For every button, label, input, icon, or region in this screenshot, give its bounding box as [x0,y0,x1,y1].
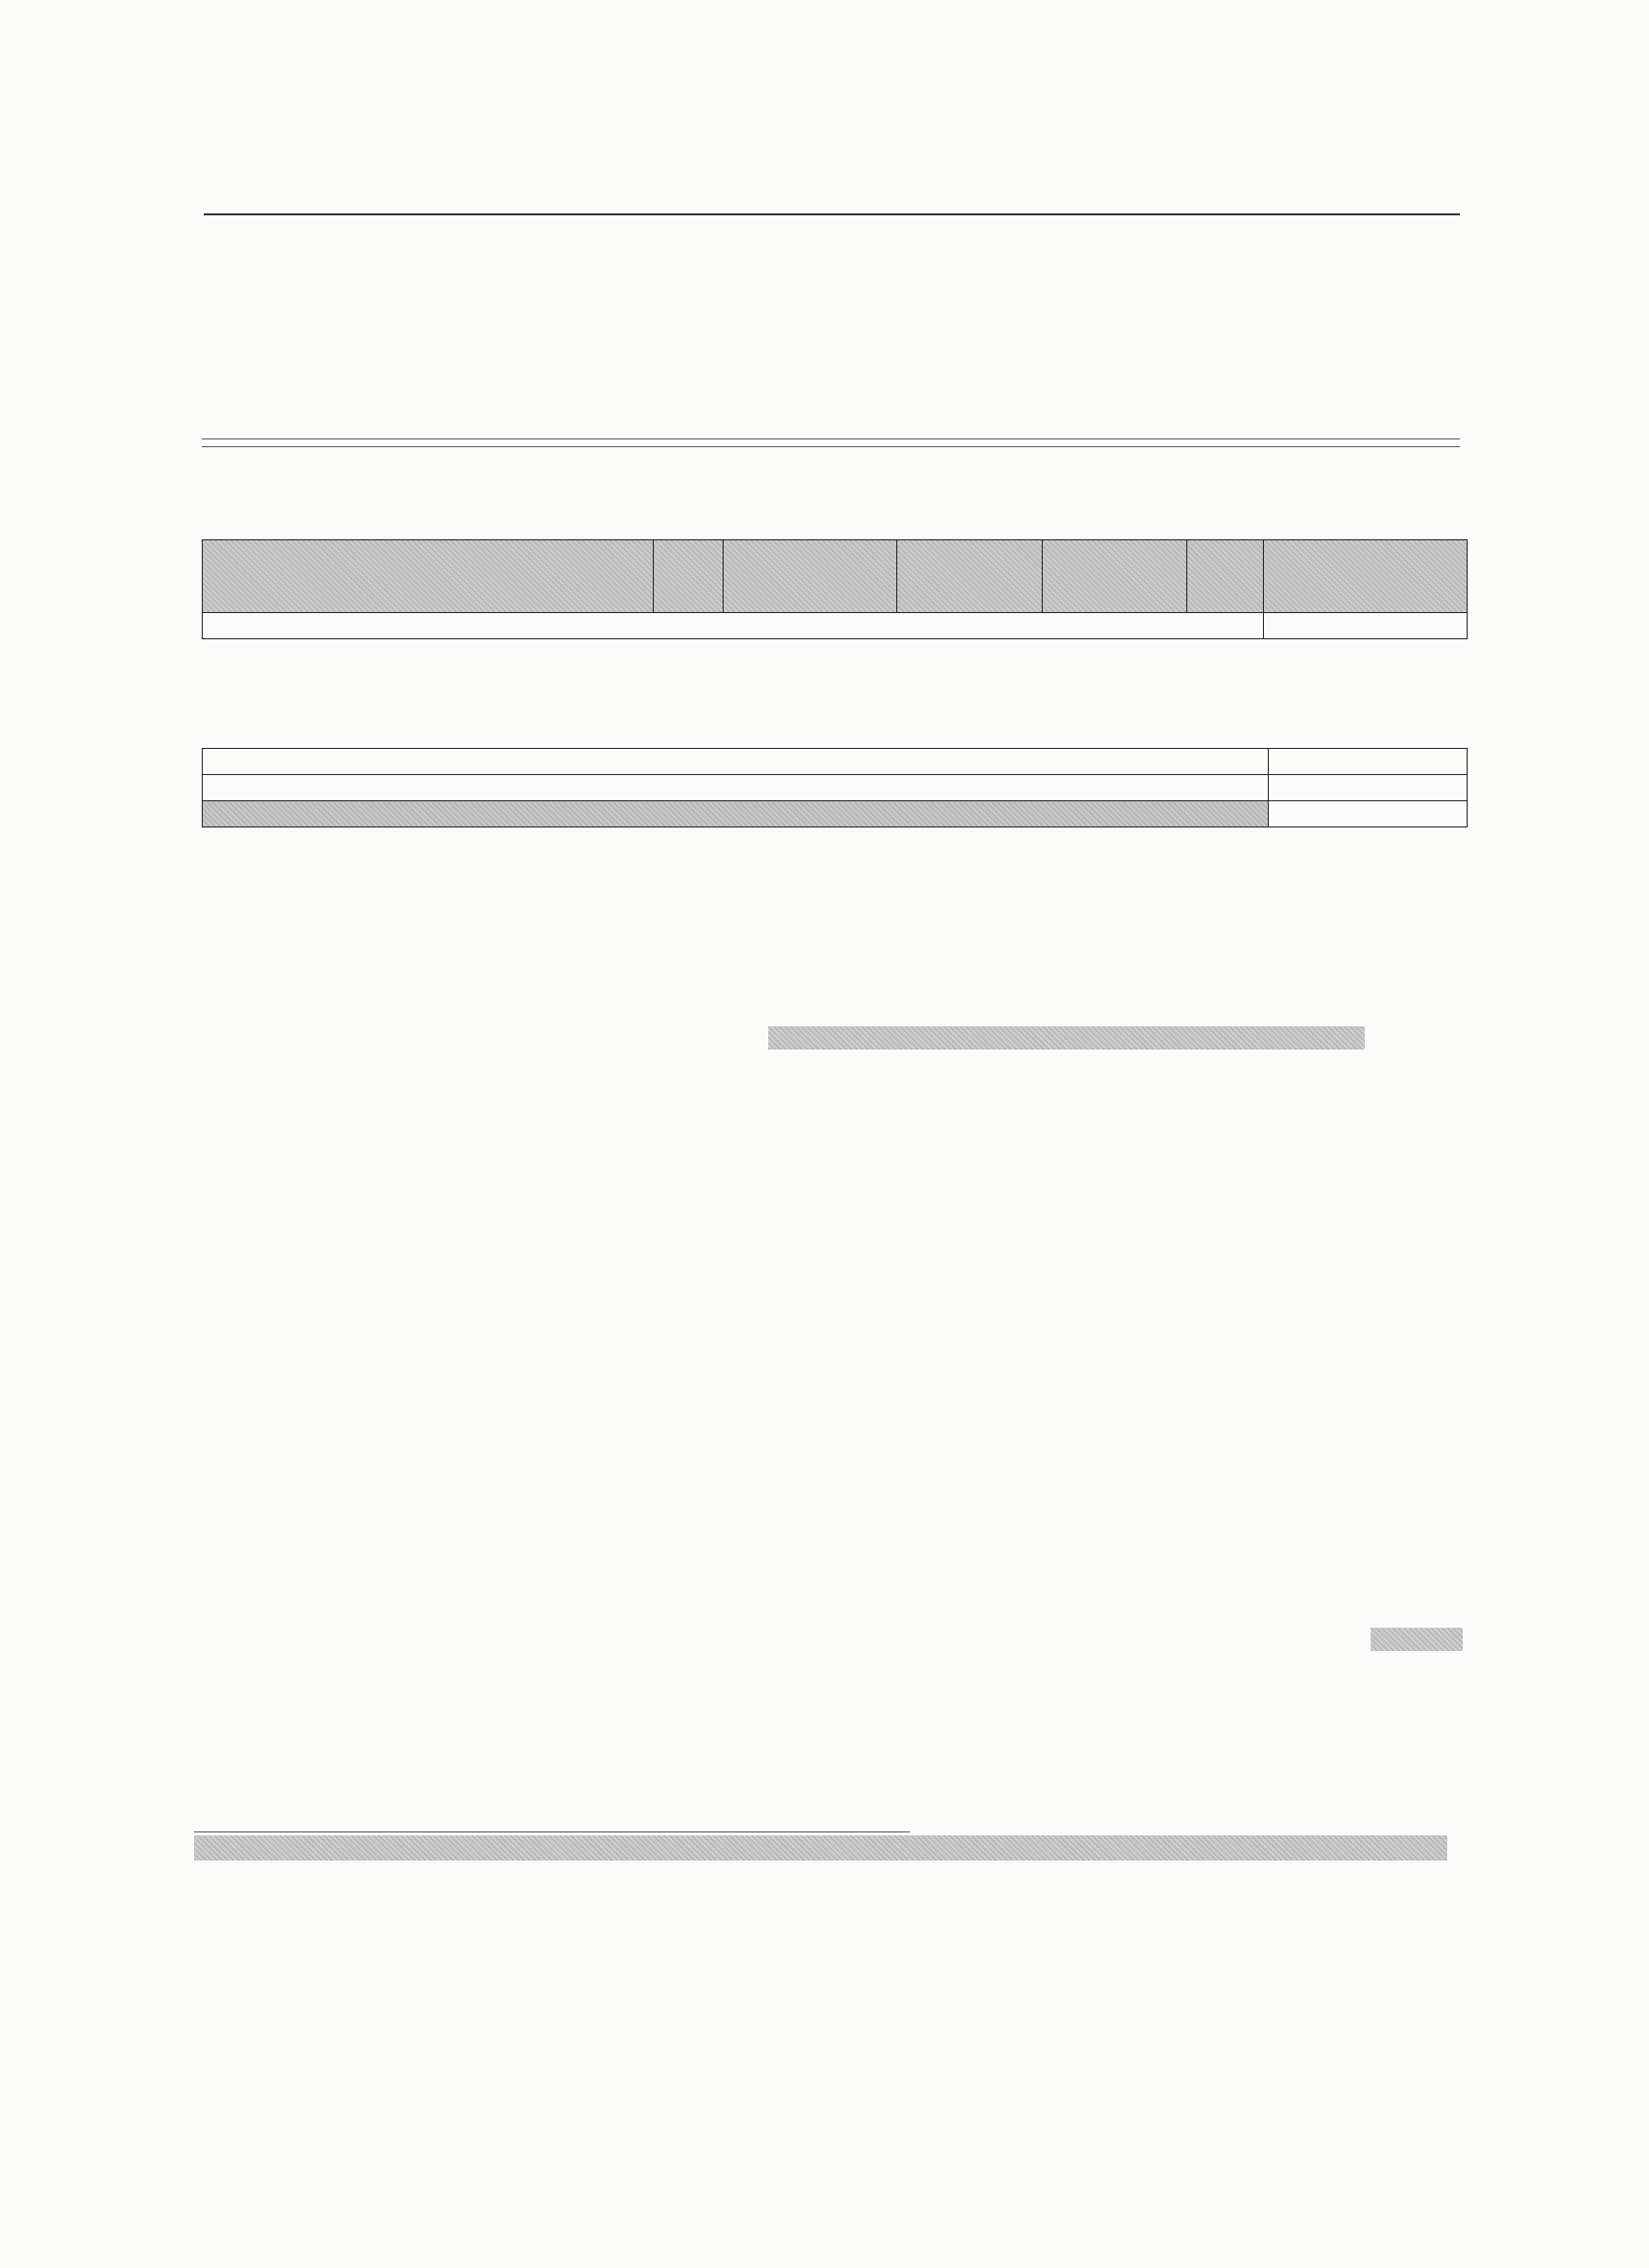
col-parte-fissa [723,540,897,613]
installment-divider-1 [202,438,1460,439]
grand-total-label [203,801,1269,827]
detail-column-header [768,1026,1365,1050]
installment-divider-2 [202,446,1460,447]
grand-total-value [1269,801,1468,827]
imponibile-badge [1371,1628,1463,1651]
rounding-additional-value [1269,775,1468,801]
header-divider [204,213,1460,215]
partial-total-label [203,613,1264,639]
period-line [199,1055,209,1078]
rounding-label [203,749,1269,775]
col-parte-variabile [897,540,1042,613]
summary-table [202,539,1468,639]
col-addizionali [1042,540,1186,613]
rounding-table [202,748,1468,827]
cadastral-column-header [194,1835,1447,1861]
rounding-value [1269,749,1468,775]
summary-header-row [203,540,1468,613]
col-codice-utenza [203,540,654,613]
partial-total-row [203,613,1468,639]
rounding-additional-label [203,775,1269,801]
col-ur [1187,540,1264,613]
col-totale [1264,540,1468,613]
col-anno [654,540,723,613]
cadastral-heading-underline [194,1831,910,1832]
grand-total-row [203,801,1468,827]
rounding-additional-row [203,775,1468,801]
rounding-row [203,749,1468,775]
partial-total-value [1264,613,1468,639]
